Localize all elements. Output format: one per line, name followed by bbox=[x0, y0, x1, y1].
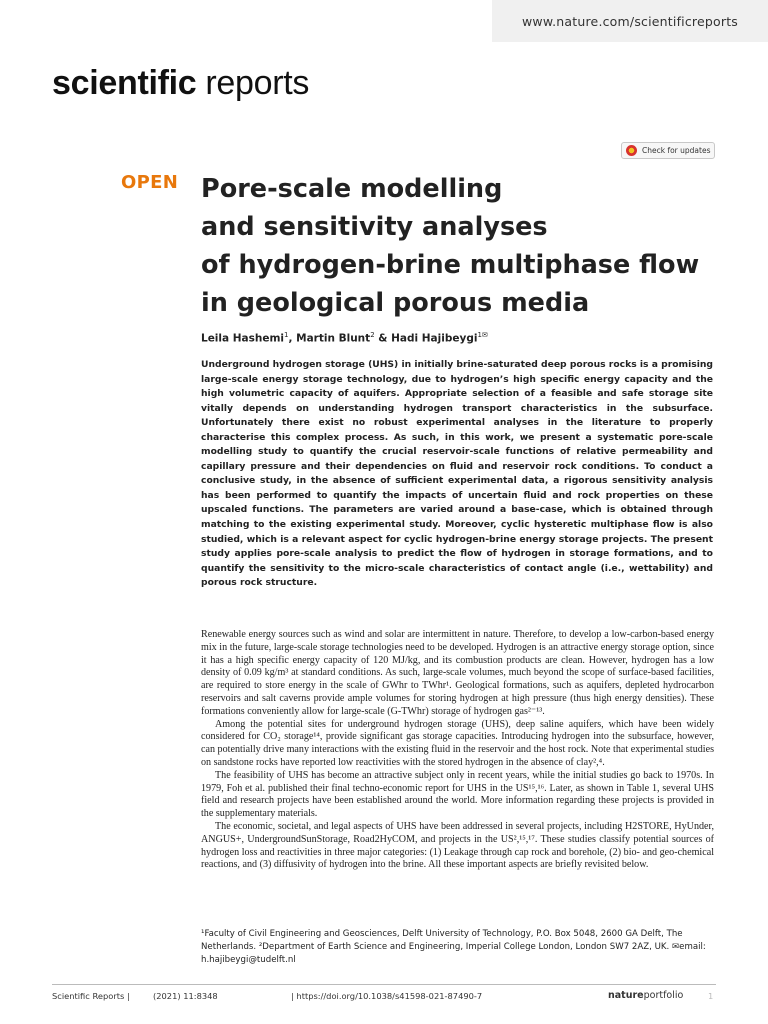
body-paragraph: Among the potential sites for underground hydrogen storage (UHS), deep saline aquifers, which have been widely considered for CO₂ storage¹⁴, provide significant gas storage capacities. Introducing hydrogen into the subsurface, however, can potentially drive many interactions with the existing fluid in the reservoir and the host rock. Note that experimental studies on sandstone rocks have reported low reactivities with the stored hydrogen in the absence of clay²,⁴. bbox=[201, 718, 714, 768]
author-name[interactable]: Hadi Hajibeygi bbox=[391, 332, 478, 345]
brand-regular: portfolio bbox=[643, 990, 684, 1001]
journal-url[interactable]: www.nature.com/scientificreports bbox=[492, 0, 768, 42]
footer-journal: Scientific Reports | bbox=[52, 991, 130, 1001]
open-access-label: OPEN bbox=[121, 172, 179, 193]
author-affiliation: 1 bbox=[284, 331, 289, 339]
body-paragraph: The feasibility of UHS has become an attractive subject only in recent years, while the initial studies go back to 1970s. In 1979, Foh et al. published their final techno-economic report for UHS in the US¹⁵,¹⁶. Later, as shown in Table 1, several UHS field and research projects have been established around the world. More information regarding these projects is provided in the supplementary materials. bbox=[201, 769, 714, 820]
footer-volume: (2021) 11:8348 bbox=[153, 991, 218, 1001]
page-footer bbox=[52, 991, 716, 1005]
title-line: in geological porous media bbox=[201, 288, 590, 318]
title-line: Pore-scale modelling bbox=[201, 174, 503, 204]
author-affiliation: 2 bbox=[370, 331, 375, 339]
brand-bold: nature bbox=[608, 990, 644, 1001]
footer-divider bbox=[52, 984, 716, 985]
article-body bbox=[201, 629, 714, 872]
check-for-updates-button[interactable] bbox=[621, 142, 715, 159]
author-separator: , bbox=[288, 332, 297, 345]
nature-portfolio-logo bbox=[608, 990, 683, 1001]
journal-logo-regular: reports bbox=[205, 64, 310, 102]
check-for-updates-label: Check for updates bbox=[642, 146, 711, 155]
article-title bbox=[201, 170, 741, 322]
abstract: Underground hydrogen storage (UHS) in initially brine-saturated deep porous rocks is a promising large-scale energy storage technology, due to hydrogen’s high specific energy capacity and the high volumetric capacity of aquifers. Appropriate selection of a feasible and safe storage site vitally depends on understanding hydrogen transport characteristics in the subsurface. Unfortunately there exist no robust experimental analyses in the literature to properly characterise this complex process. As such, in this work, we present a systematic pore-scale modelling study to quantify the crucial reservoir-scale functions of relative permeability and capillary pressure and their dependencies on fluid and reservoir rock conditions. To conduct a conclusive study, in the absence of sufficient experimental data, a rigorous sensitivity analysis has been performed to quantify the impacts of uncertain fluid and rock properties on these upscaled functions. The parameters are varied around a base-case, which is obtained through matching to the existing experimental study. Moreover, cyclic hysteretic multiphase flow is also studied, which is a relevant aspect for cyclic hydrogen-brine energy storage projects. The present study applies pore-scale analysis to predict the flow of hydrogen in storage formations, and to quantify the sensitivity to the micro-scale characteristics of contact angle (i.e., wettability) and porous rock structure. bbox=[201, 359, 713, 589]
author-name[interactable]: Leila Hashemi bbox=[201, 332, 285, 345]
affiliations: ¹Faculty of Civil Engineering and Geosciences, Delft University of Technology, P.O. Box 5048, 2600 GA Delft, The Netherlands. ²Department of Earth Science and Engineering, Imperial College London, London SW7 2AZ, UK. ✉email: h.hajibeygi@tudelft.nl bbox=[201, 929, 706, 966]
page-number: 1 bbox=[708, 991, 714, 1001]
body-paragraph: The economic, societal, and legal aspects of UHS have been addressed in several projects, including H2STORE, HyUnder, ANGUS+, UndergroundSunStorage, Road2HyCOM, and projects in the US²,¹⁵,¹⁷. These studies classify potential sources of hydrogen loss and reactivities in three major categories: (1) Leakage through cap rock and borehole, (2) bio- and geo-chemical reactions, and (3) diffusivity of hydrogen into the brine. All these important aspects are briefly revisited below. bbox=[201, 820, 714, 871]
body-paragraph: Renewable energy sources such as wind and solar are intermittent in nature. Therefore, to develop a low-carbon-based energy mix in the future, large-scale storage technologies need to be developed. Hydrogen is an attractive energy storage option, since it has a high specific energy capacity of 120 MJ/kg, and its combustion products are clean. However, hydrogen has a low density of 0.09 kg/m³ at standard conditions. As such, large-scale volumes, much beyond the scope of surface-based facilities, are required to store energy in the scale of GWhr to TWhr¹. Geological formations, such as aquifers, depleted hydrocarbon reservoirs and salt caverns provide ample volumes for storing hydrogen at high pressure (thus high energy densities). These formations conveniently allow for large-scale (G-TWhr) storage of hydrogen gas²⁻¹³. bbox=[201, 629, 714, 717]
journal-logo bbox=[52, 64, 309, 103]
author-separator: & bbox=[374, 332, 392, 345]
author-name[interactable]: Martin Blunt bbox=[296, 332, 371, 345]
title-line: of hydrogen-brine multiphase flow bbox=[201, 250, 700, 280]
footer-doi-link[interactable]: | https://doi.org/10.1038/s41598-021-87490-7 bbox=[291, 991, 483, 1001]
title-line: and sensitivity analyses bbox=[201, 212, 548, 242]
author-list bbox=[201, 331, 488, 345]
journal-logo-bold: scientific bbox=[52, 64, 197, 102]
crossmark-icon bbox=[626, 145, 637, 156]
author-affiliation: 1✉ bbox=[477, 331, 488, 339]
